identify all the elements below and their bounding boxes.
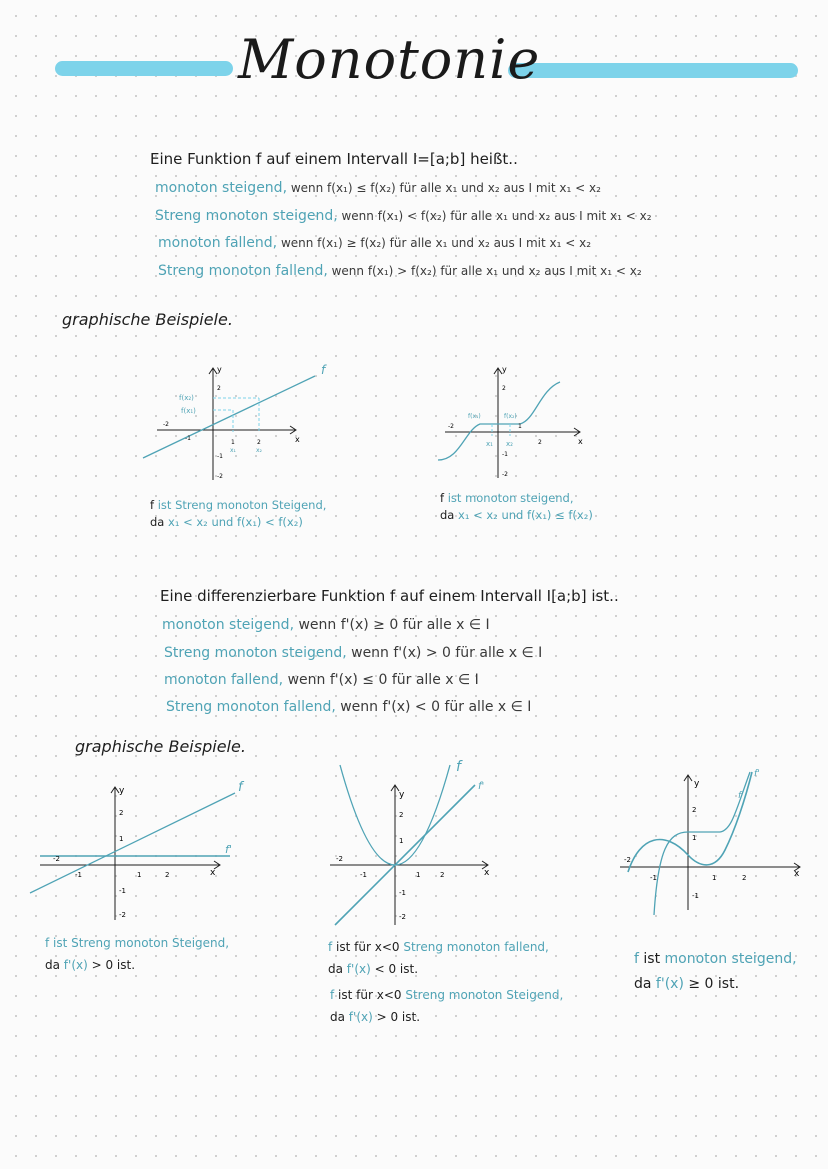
caption-line-2 xyxy=(330,1007,563,1029)
tick-label-neg1: -1 xyxy=(650,874,657,882)
tick-label-1x: 1 xyxy=(137,871,142,879)
def-text: wenn f'(x) ≤ 0 für alle x ∈ I xyxy=(283,672,479,688)
tick-label-1x: 1 xyxy=(416,871,421,879)
tick-label-neg2: -2 xyxy=(163,421,169,428)
tick-label-neg2y: -2 xyxy=(217,473,223,480)
tick-label-1: 1 xyxy=(518,423,522,430)
x-axis-label: x xyxy=(484,868,490,878)
derivative-curve xyxy=(628,772,752,872)
def-term: monoton fallend, xyxy=(158,235,278,251)
da-word: da xyxy=(330,1009,349,1024)
section2-examples-heading: graphische Beispiele. xyxy=(75,737,246,756)
tick-label-neg1: -1 xyxy=(360,871,367,879)
caption-line-2 xyxy=(150,514,326,531)
tick-label-2x: 2 xyxy=(742,874,747,882)
caption-condition: ≥ 0 ist. xyxy=(683,976,740,993)
tick-label-2x: 2 xyxy=(257,439,261,446)
da-word: da xyxy=(634,976,656,993)
caption-term: monoton steigend, xyxy=(664,951,797,967)
tick-label-2: 2 xyxy=(119,809,124,817)
def-term: Streng monoton fallend, xyxy=(166,699,336,715)
caption-condition: < 0 ist. xyxy=(370,961,419,976)
function-line xyxy=(30,793,235,893)
caption-condition: > 0 ist. xyxy=(87,957,136,972)
caption-text: ist monoton steigend, xyxy=(444,491,574,505)
tick-label-2: 2 xyxy=(217,385,221,392)
caption-graph-c xyxy=(45,933,229,976)
caption-text: ist Streng monoton Steigend, xyxy=(49,936,230,950)
da-word: da xyxy=(45,957,64,972)
da-word: da xyxy=(440,508,459,523)
section1-def-4 xyxy=(158,263,642,279)
caption-graph-a xyxy=(150,497,326,532)
derivative-line xyxy=(335,785,475,925)
x1-label: x₁ xyxy=(486,440,493,448)
y-axis-label: y xyxy=(399,790,405,800)
y-axis-label: y xyxy=(119,786,125,796)
def-term: Streng monoton steigend, xyxy=(164,645,347,661)
def-text: wenn f'(x) ≥ 0 für alle x ∈ I xyxy=(294,617,490,633)
f-symbol: f xyxy=(634,951,639,967)
caption-condition: x₁ < x₂ und f(x₁) < f(x₂) xyxy=(168,515,303,530)
fx1-label: f(x₁) xyxy=(468,413,481,420)
x-axis-label: x xyxy=(210,868,216,878)
caption-line-2 xyxy=(328,959,549,981)
caption-condition: x₁ < x₂ und f(x₁) ≤ f(x₂) xyxy=(458,508,593,523)
f-symbol: f xyxy=(150,498,155,512)
def-text: wenn f'(x) < 0 für alle x ∈ I xyxy=(335,699,532,715)
derivative-term: f'(x) xyxy=(348,1009,373,1024)
fprime-label: f' xyxy=(225,843,232,856)
function-line xyxy=(143,376,315,458)
fx2-label: f(x₂) xyxy=(179,394,194,402)
graph-cubic xyxy=(610,760,810,920)
section1-intro: Eine Funktion f auf einem Intervall I=[a;b] heißt.. xyxy=(150,150,518,168)
tick-label-1: 1 xyxy=(119,835,124,843)
y-axis-label: y xyxy=(694,779,700,789)
x1-label: x₁ xyxy=(230,447,236,454)
f-label: f xyxy=(456,759,461,775)
def-term: monoton steigend, xyxy=(155,180,288,196)
function-curve xyxy=(654,772,750,915)
f-label: f xyxy=(238,780,243,795)
caption-line-1 xyxy=(328,937,549,959)
tick-label-neg2: -2 xyxy=(624,856,631,864)
caption-graph-d-2 xyxy=(330,985,563,1028)
tick-label-neg2: -2 xyxy=(448,423,454,430)
tick-label-neg2y: -2 xyxy=(502,471,508,478)
x2-label: x₂ xyxy=(256,447,262,454)
f-label: f xyxy=(738,791,742,801)
tick-label-2x: 2 xyxy=(440,871,445,879)
graph-strictly-increasing xyxy=(135,360,345,490)
da-word: da xyxy=(150,515,169,530)
graph-monotone-increasing xyxy=(430,360,610,490)
x-axis-label: x xyxy=(578,437,583,446)
tick-label-neg1y: -1 xyxy=(119,887,126,895)
caption-line-1 xyxy=(150,497,326,514)
caption-line-2 xyxy=(45,955,229,977)
fprime-label: f' xyxy=(478,781,485,792)
caption-line-2 xyxy=(440,507,593,524)
f-symbol: f xyxy=(328,940,333,954)
da-word: da xyxy=(328,961,347,976)
tick-label-neg1y: -1 xyxy=(399,889,406,897)
x-axis-label: x xyxy=(295,435,300,444)
section2-def-4 xyxy=(166,699,531,715)
section2-def-1 xyxy=(162,617,490,633)
y-axis-label: y xyxy=(502,365,507,374)
f-label: f xyxy=(321,363,326,377)
fx2-label: f(x₂) xyxy=(504,413,517,420)
section1-def-1 xyxy=(155,180,601,196)
tick-label-1x: 1 xyxy=(712,874,717,882)
caption-text: ist für x<0 xyxy=(334,988,406,1002)
tick-label-2x: 2 xyxy=(165,871,170,879)
section2-def-3 xyxy=(164,672,479,688)
caption-line-1 xyxy=(634,947,797,972)
tick-label-neg2y: -2 xyxy=(119,911,126,919)
tick-label-neg1y: -1 xyxy=(217,453,223,460)
y-axis-label: y xyxy=(217,365,222,374)
section2-def-2 xyxy=(164,645,542,661)
tick-label-1: 1 xyxy=(231,439,235,446)
caption-line-2 xyxy=(634,972,797,997)
def-text: wenn f(x₁) < f(x₂) für alle x₁ und x₂ aus I mit x₁ < x₂ xyxy=(337,209,652,223)
derivative-term: f'(x) xyxy=(346,961,371,976)
derivative-term: f'(x) xyxy=(655,976,684,993)
title-highlight-left xyxy=(55,61,233,76)
fprime-label: f' xyxy=(754,769,760,779)
graph-parabola xyxy=(310,755,510,930)
tick-label-2: 2 xyxy=(692,806,697,814)
caption-term: Streng monoton Steigend, xyxy=(405,988,564,1002)
def-term: monoton fallend, xyxy=(164,672,284,688)
caption-text: ist xyxy=(638,951,665,967)
caption-graph-d-1 xyxy=(328,937,549,980)
tick-label-2: 2 xyxy=(502,385,506,392)
def-text: wenn f(x₁) > f(x₂) für alle x₁ und x₂ aus I mit x₁ < x₂ xyxy=(327,264,642,278)
caption-line-1 xyxy=(45,933,229,955)
tick-label-neg1y: -1 xyxy=(692,892,699,900)
tick-label-neg1: -1 xyxy=(75,871,82,879)
caption-text: ist Streng monoton Steigend, xyxy=(154,498,327,512)
x2-label: x₂ xyxy=(506,440,513,448)
def-text: wenn f(x₁) ≥ f(x₂) für alle x₁ und x₂ aus I mit x₁ < x₂ xyxy=(277,236,591,250)
tick-label-1: 1 xyxy=(399,837,404,845)
tick-label-2x: 2 xyxy=(538,439,542,446)
tick-label-neg1y: -1 xyxy=(502,451,508,458)
def-term: Streng monoton fallend, xyxy=(158,263,328,279)
tick-label-neg1: -1 xyxy=(185,435,191,442)
title-highlight-right xyxy=(508,63,798,78)
tick-label-neg2y: -2 xyxy=(399,913,406,921)
caption-graph-b xyxy=(440,490,593,525)
derivative-term: f'(x) xyxy=(63,957,88,972)
tick-label-2: 2 xyxy=(399,811,404,819)
graph-linear-function xyxy=(25,775,270,925)
section1-examples-heading: graphische Beispiele. xyxy=(62,310,233,329)
f-symbol: f xyxy=(330,988,335,1002)
f-symbol: f xyxy=(45,936,50,950)
def-text: wenn f(x₁) ≤ f(x₂) für alle x₁ und x₂ aus I mit x₁ < x₂ xyxy=(287,181,601,195)
caption-text: ist für x<0 xyxy=(332,940,404,954)
fx1-label: f(x₁) xyxy=(181,407,196,415)
section1-def-3 xyxy=(158,235,591,251)
caption-graph-e xyxy=(634,947,797,997)
caption-line-1 xyxy=(440,490,593,507)
page-title: Monotonie xyxy=(238,28,541,91)
def-text: wenn f'(x) > 0 für alle x ∈ I xyxy=(346,645,543,661)
caption-condition: > 0 ist. xyxy=(372,1009,421,1024)
section1-def-2 xyxy=(155,208,652,224)
caption-term: Streng monoton fallend, xyxy=(403,940,549,954)
f-symbol: f xyxy=(440,491,445,505)
tick-label-1: 1 xyxy=(692,834,697,842)
tick-label-neg2: -2 xyxy=(53,855,60,863)
def-term: monoton steigend, xyxy=(162,617,295,633)
function-curve xyxy=(438,382,560,460)
x-axis-label: x xyxy=(794,869,800,879)
caption-line-1 xyxy=(330,985,563,1007)
tick-label-neg2: -2 xyxy=(336,855,343,863)
section2-intro: Eine differenzierbare Funktion f auf einem Intervall I[a;b] ist.. xyxy=(160,587,619,605)
def-term: Streng monoton steigend, xyxy=(155,208,338,224)
